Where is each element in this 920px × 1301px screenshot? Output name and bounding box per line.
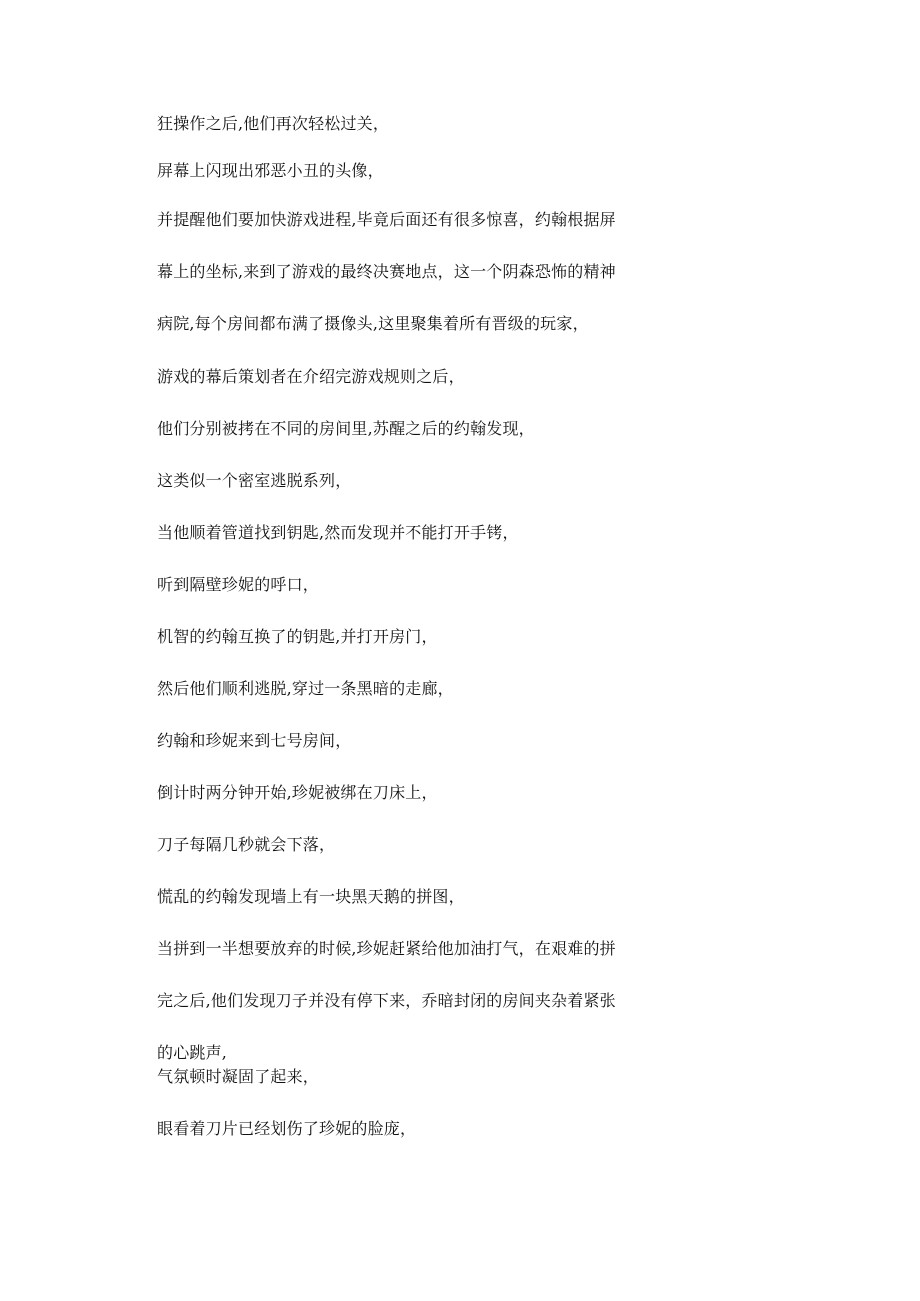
text-line: 然后他们顺利逃脱,穿过一条黑暗的走廊， (157, 679, 454, 698)
text-line: 屏幕上闪现出邪恶小丑的头像， (157, 161, 384, 180)
text-line: 他们分别被拷在不同的房间里,苏醒之后的约翰发现， (157, 419, 535, 438)
text-line: 当他顺着管道找到钥匙,然而发现并不能打开手铐， (157, 523, 519, 542)
text-line: 机智的约翰互换了的钥匙,并打开房门， (157, 627, 438, 646)
text-line: 并提醒他们要加快游戏进程,毕竟后面还有很多惊喜，约翰根据屏 (157, 210, 616, 229)
text-line: 气氛顿时凝固了起来， (157, 1067, 320, 1086)
text-line: 慌乱的约翰发现墙上有一块黑天鹅的拼图， (157, 887, 465, 906)
text-line: 的心跳声, (157, 1043, 228, 1062)
text-line: 刀子每隔几秒就会下落， (157, 835, 336, 854)
text-line: 倒计时两分钟开始,珍妮被绑在刀床上， (157, 783, 438, 802)
text-line: 眼看着刀片已经划伤了珍妮的脸庞， (157, 1119, 417, 1138)
text-line: 游戏的幕后策划者在介绍完游戏规则之后， (157, 367, 465, 386)
text-line: 约翰和珍妮来到七号房间， (157, 731, 352, 750)
text-line: 当拼到一半想要放弃的时候,珍妮赶紧给他加油打气，在艰难的拼 (157, 939, 616, 958)
text-line: 听到隔壁珍妮的呼口， (157, 575, 320, 594)
text-line: 幕上的坐标,来到了游戏的最终决赛地点，这一个阴森恐怖的精神 (157, 262, 616, 281)
text-line: 这类似一个密室逃脱系列， (157, 471, 352, 490)
text-line: 完之后,他们发现刀子并没有停下来，乔暗封闭的房间夹杂着紧张 (157, 991, 616, 1010)
text-line: 病院,每个房间都布满了摄像头,这里聚集着所有晋级的玩家， (157, 314, 589, 333)
text-line: 狂操作之后,他们再次轻松过关， (157, 114, 390, 133)
